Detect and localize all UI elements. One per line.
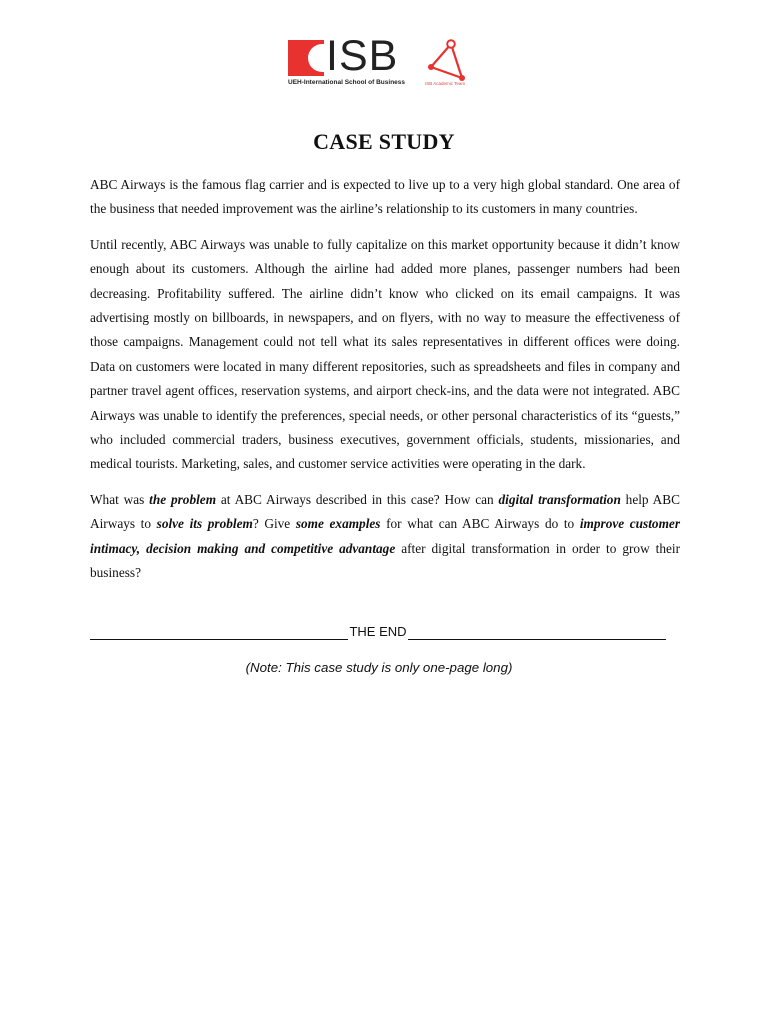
question-text: What was [90,491,150,507]
isb-logo-text: ISB [326,32,399,80]
divider-rule-left [90,625,348,640]
emphasis-problem: the problem [149,491,217,507]
end-divider [90,624,666,640]
triangle-network-icon [425,38,469,84]
paragraph-background: Until recently, ABC Airways was unable to fully capitalize on this market opportunity because it didn’t know enough about its customers. Although the airline had added more planes, passenger numbers had been decreasing. Profitability suffered. The airline didn’t know who clicked on its email campaigns. It was advertising mostly on billboards, in newspapers, and on flyers, with no way to measure the effectiveness of those campaigns. Management could not tell what its sales representatives in different offices were doing. Data on customers were located in many different repositories, such as spreadsheets and files in company and partner travel agent offices, reservation systems, and airport check-ins, and the data were not integrated. ABC Airways was unable to identify the preferences, special needs, or other personal characteristics of its “guests,” who included commercial traders, business executives, government officials, students, missionaries, and medical tourists. Marketing, sales, and customer service activities were operating in the dark. [90,236,680,472]
header-logo [287,32,487,94]
question-text: help ABC Airways to [90,491,681,532]
isb-logo-subtitle: UEH-International School of Business [288,79,406,86]
emphasis-digital-transformation: digital transformation [498,491,621,507]
emphasis-solve-problem: solve its problem [156,516,253,532]
paragraph-intro: ABC Airways is the famous flag carrier and is expected to live up to a very high global standard. One area of the business that needed improvement was the airline’s relationship to its customers in many countries. [90,177,680,217]
document-title: CASE STUDY [313,129,455,154]
question-text: at ABC Airways described in this case? How can [216,491,499,507]
end-label: THE END [349,624,407,639]
question-text: for what can ABC Airways do to [380,516,580,532]
isb-logo-mark [288,40,324,76]
emphasis-examples: some examples [295,516,381,532]
emphasis-goals: improve customer intimacy, decision making and competitive advantage [90,516,680,556]
question-text: after digital transformation in order to grow their business? [90,540,681,581]
page-note: (Note: This case study is only one-page long) [245,660,513,675]
divider-rule-right [408,625,666,640]
question-text: ? Give [252,516,296,532]
document-body [90,173,680,597]
paragraph-question [90,488,680,586]
team-label: ISB Academic Team [425,81,466,86]
